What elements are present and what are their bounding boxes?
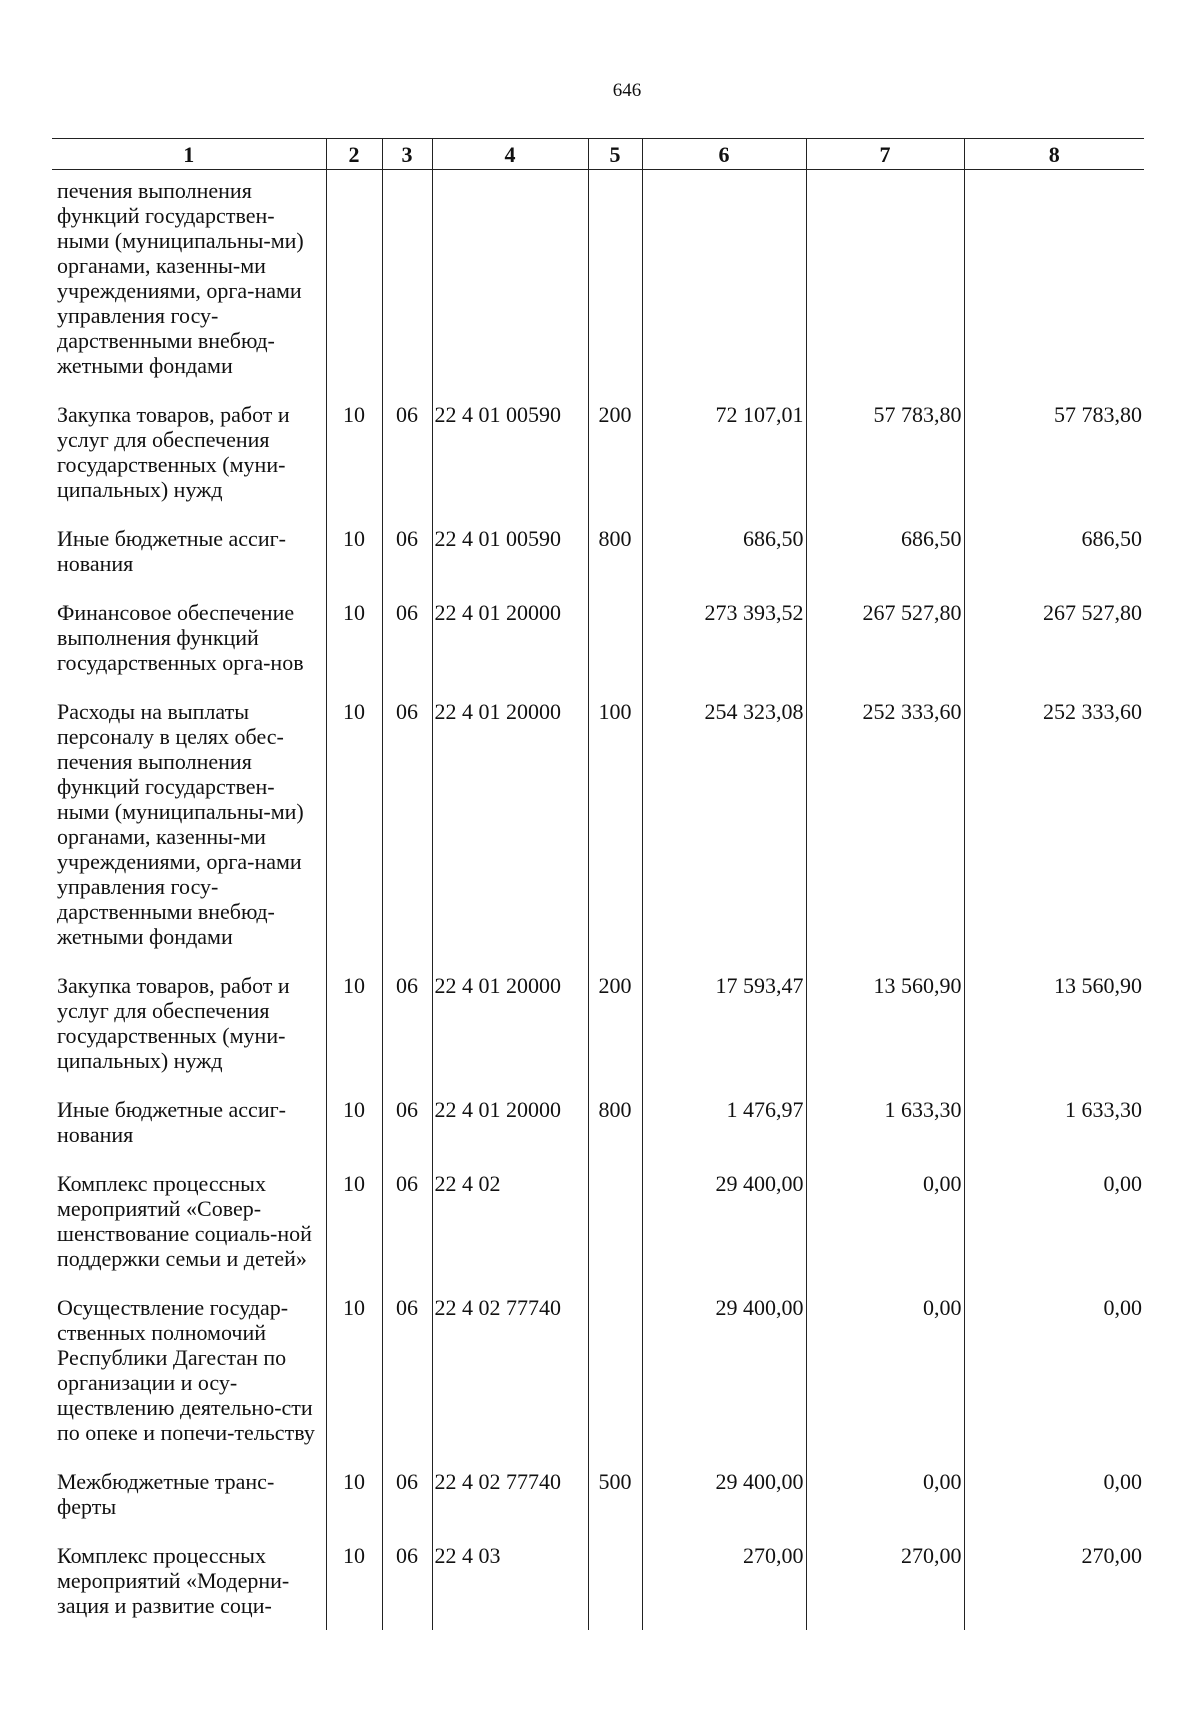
column-header: 4 <box>432 139 588 170</box>
amount-col7-cell: 252 333,60 <box>806 687 964 961</box>
column-header: 2 <box>326 139 382 170</box>
expense-type-cell <box>588 588 642 687</box>
row-name-cell: Комплекс процессных мероприятий «Совер-шенствование социаль-ной поддержки семьи и детей» <box>52 1159 326 1283</box>
expense-type-cell: 200 <box>588 390 642 514</box>
amount-col7-cell: 0,00 <box>806 1159 964 1283</box>
section-code-cell: 10 <box>326 514 382 588</box>
section-code-cell <box>326 170 382 391</box>
amount-col8-cell: 0,00 <box>964 1283 1144 1457</box>
table-row <box>52 1457 1144 1531</box>
amount-col7-cell: 13 560,90 <box>806 961 964 1085</box>
amount-col8-cell: 0,00 <box>964 1457 1144 1531</box>
amount-col8-cell: 686,50 <box>964 514 1144 588</box>
amount-col7-cell: 1 633,30 <box>806 1085 964 1159</box>
amount-col7-cell: 0,00 <box>806 1283 964 1457</box>
column-header: 7 <box>806 139 964 170</box>
column-header: 6 <box>642 139 806 170</box>
subsection-code-cell: 06 <box>382 1159 432 1283</box>
expense-type-cell <box>588 1283 642 1457</box>
target-article-cell <box>432 170 588 391</box>
table-row <box>52 1085 1144 1159</box>
amount-col8-cell: 252 333,60 <box>964 687 1144 961</box>
amount-col7-cell <box>806 170 964 391</box>
table-row <box>52 514 1144 588</box>
amount-col8-cell: 270,00 <box>964 1531 1144 1630</box>
amount-col7-cell: 0,00 <box>806 1457 964 1531</box>
amount-col7-cell: 270,00 <box>806 1531 964 1630</box>
section-code-cell: 10 <box>326 1159 382 1283</box>
table-row <box>52 170 1144 391</box>
amount-col7-cell: 267 527,80 <box>806 588 964 687</box>
table-row <box>52 588 1144 687</box>
target-article-cell: 22 4 01 20000 <box>432 588 588 687</box>
target-article-cell: 22 4 01 20000 <box>432 687 588 961</box>
amount-col6-cell: 254 323,08 <box>642 687 806 961</box>
row-name-cell: Закупка товаров, работ и услуг для обеспечения государственных (муни-ципальных) нужд <box>52 390 326 514</box>
amount-col6-cell: 1 476,97 <box>642 1085 806 1159</box>
amount-col8-cell: 267 527,80 <box>964 588 1144 687</box>
target-article-cell: 22 4 01 20000 <box>432 1085 588 1159</box>
table-row <box>52 1159 1144 1283</box>
subsection-code-cell: 06 <box>382 687 432 961</box>
row-name-cell: Иные бюджетные ассиг-нования <box>52 514 326 588</box>
subsection-code-cell: 06 <box>382 1457 432 1531</box>
amount-col6-cell: 686,50 <box>642 514 806 588</box>
table-row <box>52 961 1144 1085</box>
subsection-code-cell: 06 <box>382 588 432 687</box>
amount-col6-cell: 270,00 <box>642 1531 806 1630</box>
column-header: 3 <box>382 139 432 170</box>
budget-table <box>52 138 1144 1630</box>
amount-col6-cell: 29 400,00 <box>642 1457 806 1531</box>
expense-type-cell: 200 <box>588 961 642 1085</box>
subsection-code-cell: 06 <box>382 1531 432 1630</box>
expense-type-cell: 800 <box>588 514 642 588</box>
section-code-cell: 10 <box>326 961 382 1085</box>
row-name-cell: Иные бюджетные ассиг-нования <box>52 1085 326 1159</box>
amount-col6-cell: 17 593,47 <box>642 961 806 1085</box>
amount-col6-cell: 29 400,00 <box>642 1159 806 1283</box>
target-article-cell: 22 4 01 00590 <box>432 390 588 514</box>
subsection-code-cell: 06 <box>382 961 432 1085</box>
table-row <box>52 390 1144 514</box>
section-code-cell: 10 <box>326 1531 382 1630</box>
target-article-cell: 22 4 02 77740 <box>432 1457 588 1531</box>
amount-col7-cell: 57 783,80 <box>806 390 964 514</box>
section-code-cell: 10 <box>326 687 382 961</box>
subsection-code-cell: 06 <box>382 1283 432 1457</box>
row-name-cell: Финансовое обеспечение выполнения функций государственных орга-нов <box>52 588 326 687</box>
table-row <box>52 687 1144 961</box>
column-header: 5 <box>588 139 642 170</box>
page-number: 646 <box>612 80 642 101</box>
amount-col6-cell: 273 393,52 <box>642 588 806 687</box>
section-code-cell: 10 <box>326 1457 382 1531</box>
table-row <box>52 1531 1144 1630</box>
column-header: 1 <box>52 139 326 170</box>
subsection-code-cell: 06 <box>382 514 432 588</box>
expense-type-cell <box>588 170 642 391</box>
row-name-cell: печения выполнения функций государствен-ными (муниципальны-ми) органами, казенны-ми учреждениями, орга-нами управления госу-дарственными внебюд-жетными фондами <box>52 170 326 391</box>
column-header: 8 <box>964 139 1144 170</box>
section-code-cell: 10 <box>326 390 382 514</box>
target-article-cell: 22 4 02 77740 <box>432 1283 588 1457</box>
amount-col7-cell: 686,50 <box>806 514 964 588</box>
row-name-cell: Межбюджетные транс-ферты <box>52 1457 326 1531</box>
row-name-cell: Комплекс процессных мероприятий «Модерни-зация и развитие соци- <box>52 1531 326 1630</box>
target-article-cell: 22 4 03 <box>432 1531 588 1630</box>
amount-col8-cell: 13 560,90 <box>964 961 1144 1085</box>
amount-col6-cell <box>642 170 806 391</box>
amount-col8-cell: 57 783,80 <box>964 390 1144 514</box>
expense-type-cell: 500 <box>588 1457 642 1531</box>
row-name-cell: Осуществление государ-ственных полномочий Республики Дагестан по организации и осу-ществлению деятельно-сти по опеке и попечи-тельству <box>52 1283 326 1457</box>
section-code-cell: 10 <box>326 1085 382 1159</box>
subsection-code-cell: 06 <box>382 1085 432 1159</box>
subsection-code-cell <box>382 170 432 391</box>
subsection-code-cell: 06 <box>382 390 432 514</box>
expense-type-cell: 800 <box>588 1085 642 1159</box>
section-code-cell: 10 <box>326 588 382 687</box>
expense-type-cell: 100 <box>588 687 642 961</box>
table-row <box>52 1283 1144 1457</box>
expense-type-cell <box>588 1531 642 1630</box>
amount-col6-cell: 29 400,00 <box>642 1283 806 1457</box>
header-row <box>52 139 1144 170</box>
amount-col8-cell: 1 633,30 <box>964 1085 1144 1159</box>
row-name-cell: Закупка товаров, работ и услуг для обеспечения государственных (муни-ципальных) нужд <box>52 961 326 1085</box>
target-article-cell: 22 4 01 20000 <box>432 961 588 1085</box>
amount-col8-cell: 0,00 <box>964 1159 1144 1283</box>
target-article-cell: 22 4 02 <box>432 1159 588 1283</box>
target-article-cell: 22 4 01 00590 <box>432 514 588 588</box>
amount-col8-cell <box>964 170 1144 391</box>
section-code-cell: 10 <box>326 1283 382 1457</box>
expense-type-cell <box>588 1159 642 1283</box>
row-name-cell: Расходы на выплаты персоналу в целях обес-печения выполнения функций государствен-ными (муниципальны-ми) органами, казенны-ми учреждениями, орга-нами управления госу-дарственными внебюд-жетными фондами <box>52 687 326 961</box>
amount-col6-cell: 72 107,01 <box>642 390 806 514</box>
